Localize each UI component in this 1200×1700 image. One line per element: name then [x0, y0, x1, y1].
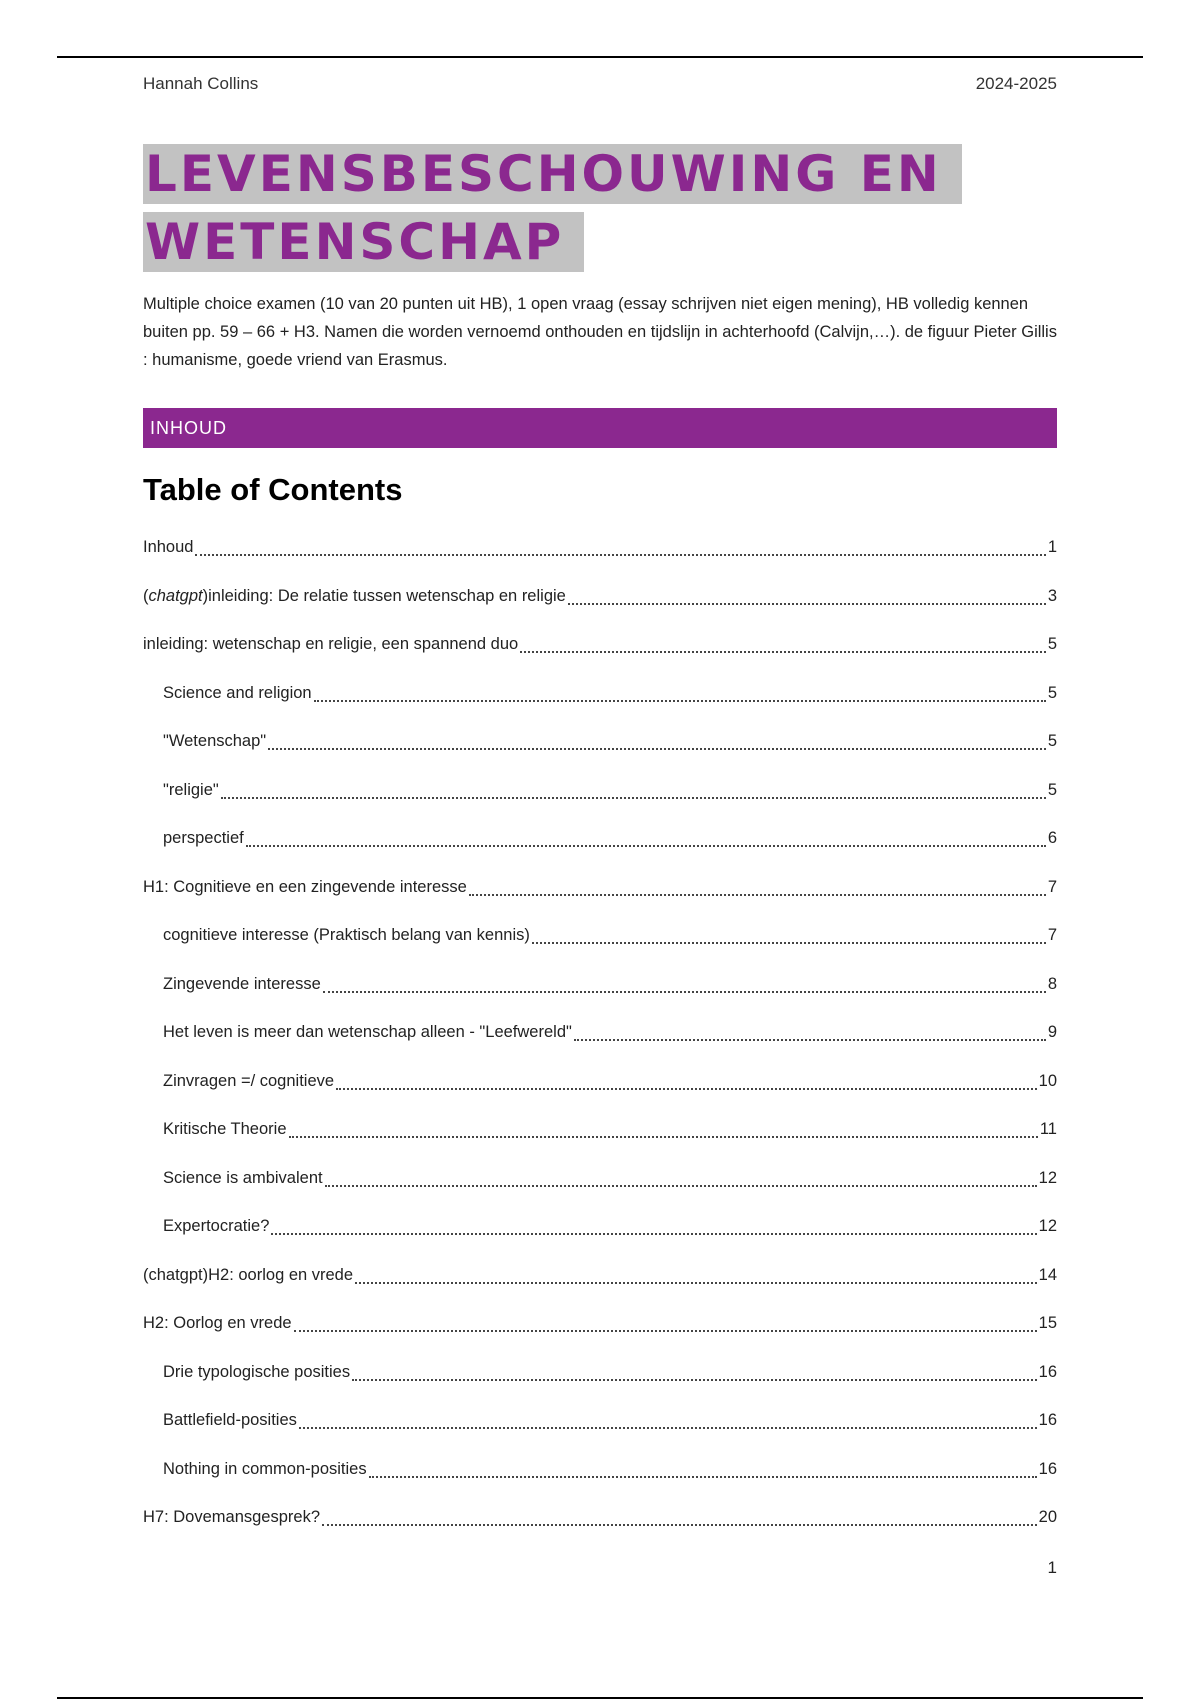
toc-entry[interactable]	[143, 1411, 1057, 1460]
document-title	[143, 140, 962, 276]
toc-entry-label: Nothing in common-posities	[163, 1459, 367, 1478]
toc-entry-label: Zinvragen =/ cognitieve	[163, 1071, 335, 1090]
top-rule	[57, 56, 1143, 58]
toc-entry-page: 5	[1047, 683, 1057, 702]
toc-entry-label: H2: Oorlog en vrede	[143, 1314, 292, 1332]
toc-entry-page: 5	[1047, 635, 1057, 653]
toc-entry[interactable]	[143, 926, 1057, 975]
toc-leader-dots	[246, 829, 1046, 847]
toc-entry[interactable]	[143, 1363, 1057, 1412]
toc-entry[interactable]	[143, 684, 1057, 733]
page-number: 1	[1047, 1558, 1057, 1577]
toc-entry-page: 7	[1047, 926, 1057, 944]
toc-leader-dots	[336, 1072, 1037, 1090]
toc-entry[interactable]	[143, 635, 1057, 684]
toc-entry-page: 16	[1038, 1459, 1057, 1478]
toc-entry-label: Het leven is meer dan wetenschap alleen - "Leefwereld"	[163, 1023, 572, 1041]
header-year: 2024-2025	[975, 74, 1057, 93]
toc-entry[interactable]	[143, 1266, 1057, 1315]
toc-entry-page: 12	[1038, 1168, 1057, 1187]
toc-entry[interactable]	[143, 1460, 1057, 1509]
toc-entry[interactable]	[143, 1072, 1057, 1121]
toc-leader-dots	[299, 1411, 1037, 1429]
toc-leader-dots	[568, 587, 1046, 605]
toc-entry-page: 1	[1047, 538, 1057, 556]
toc-leader-dots	[314, 684, 1046, 702]
toc-leader-dots	[325, 1169, 1037, 1187]
toc-entry-label: H1: Cognitieve en een zingevende interesse	[143, 877, 467, 896]
toc-entry[interactable]	[143, 1120, 1057, 1169]
intro-paragraph: Multiple choice examen (10 van 20 punten uit HB), 1 open vraag (essay schrijven niet eigen mening), HB volledig kennen buiten pp. 59 – 66 + H3. Namen die worden vernoemd onthouden en tijdslijn in achterhoofd (Calvijn,…). de figuur Pieter Gillis : humanisme, goede vriend van Erasmus.	[143, 295, 1057, 369]
toc-heading: Table of Contents	[143, 472, 403, 507]
toc-entry-label: Kritische Theorie	[163, 1120, 287, 1138]
toc-leader-dots	[532, 926, 1046, 944]
toc-leader-dots	[355, 1266, 1037, 1284]
toc-leader-dots	[271, 1217, 1036, 1235]
toc-entry-label: Battlefield-posities	[163, 1411, 297, 1429]
toc-leader-dots	[574, 1023, 1046, 1041]
toc-entry-page: 12	[1038, 1217, 1057, 1235]
title-line-2: WETENSCHAP	[143, 212, 584, 272]
toc-entry-page: 16	[1038, 1411, 1057, 1429]
toc-entry-label: perspectief	[163, 829, 244, 847]
toc-entry-page: 5	[1047, 732, 1057, 750]
toc-entry-page: 6	[1047, 829, 1057, 847]
toc-entry[interactable]	[143, 781, 1057, 830]
toc-entry[interactable]	[143, 829, 1057, 878]
toc-entry-label: Expertocratie?	[163, 1217, 270, 1235]
toc-entry-page: 5	[1047, 780, 1057, 799]
toc-leader-dots	[289, 1120, 1038, 1138]
toc-entry-page: 8	[1047, 974, 1057, 993]
toc-entry[interactable]	[143, 1023, 1057, 1072]
toc-entry-label: "Wetenschap"	[163, 732, 267, 750]
toc-entry[interactable]	[143, 732, 1057, 781]
toc-entry[interactable]	[143, 878, 1057, 927]
toc-entry[interactable]	[143, 1169, 1057, 1218]
toc-entry[interactable]	[143, 538, 1057, 587]
toc-leader-dots	[195, 538, 1045, 556]
toc-leader-dots	[322, 1508, 1037, 1526]
toc-entry[interactable]	[143, 1314, 1057, 1363]
title-line-1: LEVENSBESCHOUWING EN	[143, 144, 962, 204]
toc-leader-dots	[369, 1460, 1037, 1478]
toc-entry-label: inleiding: wetenschap en religie, een spannend duo	[143, 635, 519, 653]
toc-leader-dots	[221, 781, 1046, 799]
toc-entry-label: Science is ambivalent	[163, 1168, 323, 1187]
toc-leader-dots	[268, 732, 1046, 750]
toc-entry[interactable]	[143, 1508, 1057, 1557]
toc-entry-page: 7	[1047, 877, 1057, 896]
toc-entry-label: Zingevende interesse	[163, 974, 321, 993]
toc-entry-label: (chatgpt)H2: oorlog en vrede	[143, 1265, 354, 1284]
toc-entry[interactable]	[143, 975, 1057, 1024]
toc-entry-page: 15	[1038, 1314, 1057, 1332]
toc-entry-page: 16	[1038, 1362, 1057, 1381]
toc-entry-label: cognitieve interesse (Praktisch belang van kennis)	[163, 926, 530, 944]
toc-entry-label: H7: Dovemansgesprek?	[143, 1508, 321, 1526]
toc-leader-dots	[469, 878, 1046, 896]
toc-entry-label: "religie"	[163, 780, 219, 799]
toc-entry-page: 10	[1038, 1071, 1057, 1090]
toc-leader-dots	[323, 975, 1046, 993]
toc-entry[interactable]	[143, 1217, 1057, 1266]
toc-leader-dots	[294, 1314, 1037, 1332]
header-author: Hannah Collins	[143, 74, 259, 93]
toc-entry-label: (chatgpt)inleiding: De relatie tussen wetenschap en religie	[143, 586, 566, 605]
bottom-rule	[57, 1697, 1143, 1699]
toc-leader-dots	[520, 635, 1046, 653]
section-banner-inhoud: INHOUD	[143, 408, 1057, 448]
toc-leader-dots	[352, 1363, 1037, 1381]
toc-entry-page: 9	[1047, 1023, 1057, 1041]
toc-entry-label: Drie typologische posities	[163, 1362, 351, 1381]
toc-entry-page: 20	[1038, 1508, 1057, 1526]
page-header	[143, 74, 1057, 94]
toc-entry-label: Inhoud	[143, 538, 194, 556]
toc-entry-page: 3	[1047, 586, 1057, 605]
toc-entry-label: Science and religion	[163, 683, 312, 702]
toc-entry[interactable]	[143, 587, 1057, 636]
table-of-contents	[143, 538, 1057, 1557]
toc-entry-page: 14	[1038, 1265, 1057, 1284]
toc-entry-page: 11	[1039, 1120, 1057, 1138]
